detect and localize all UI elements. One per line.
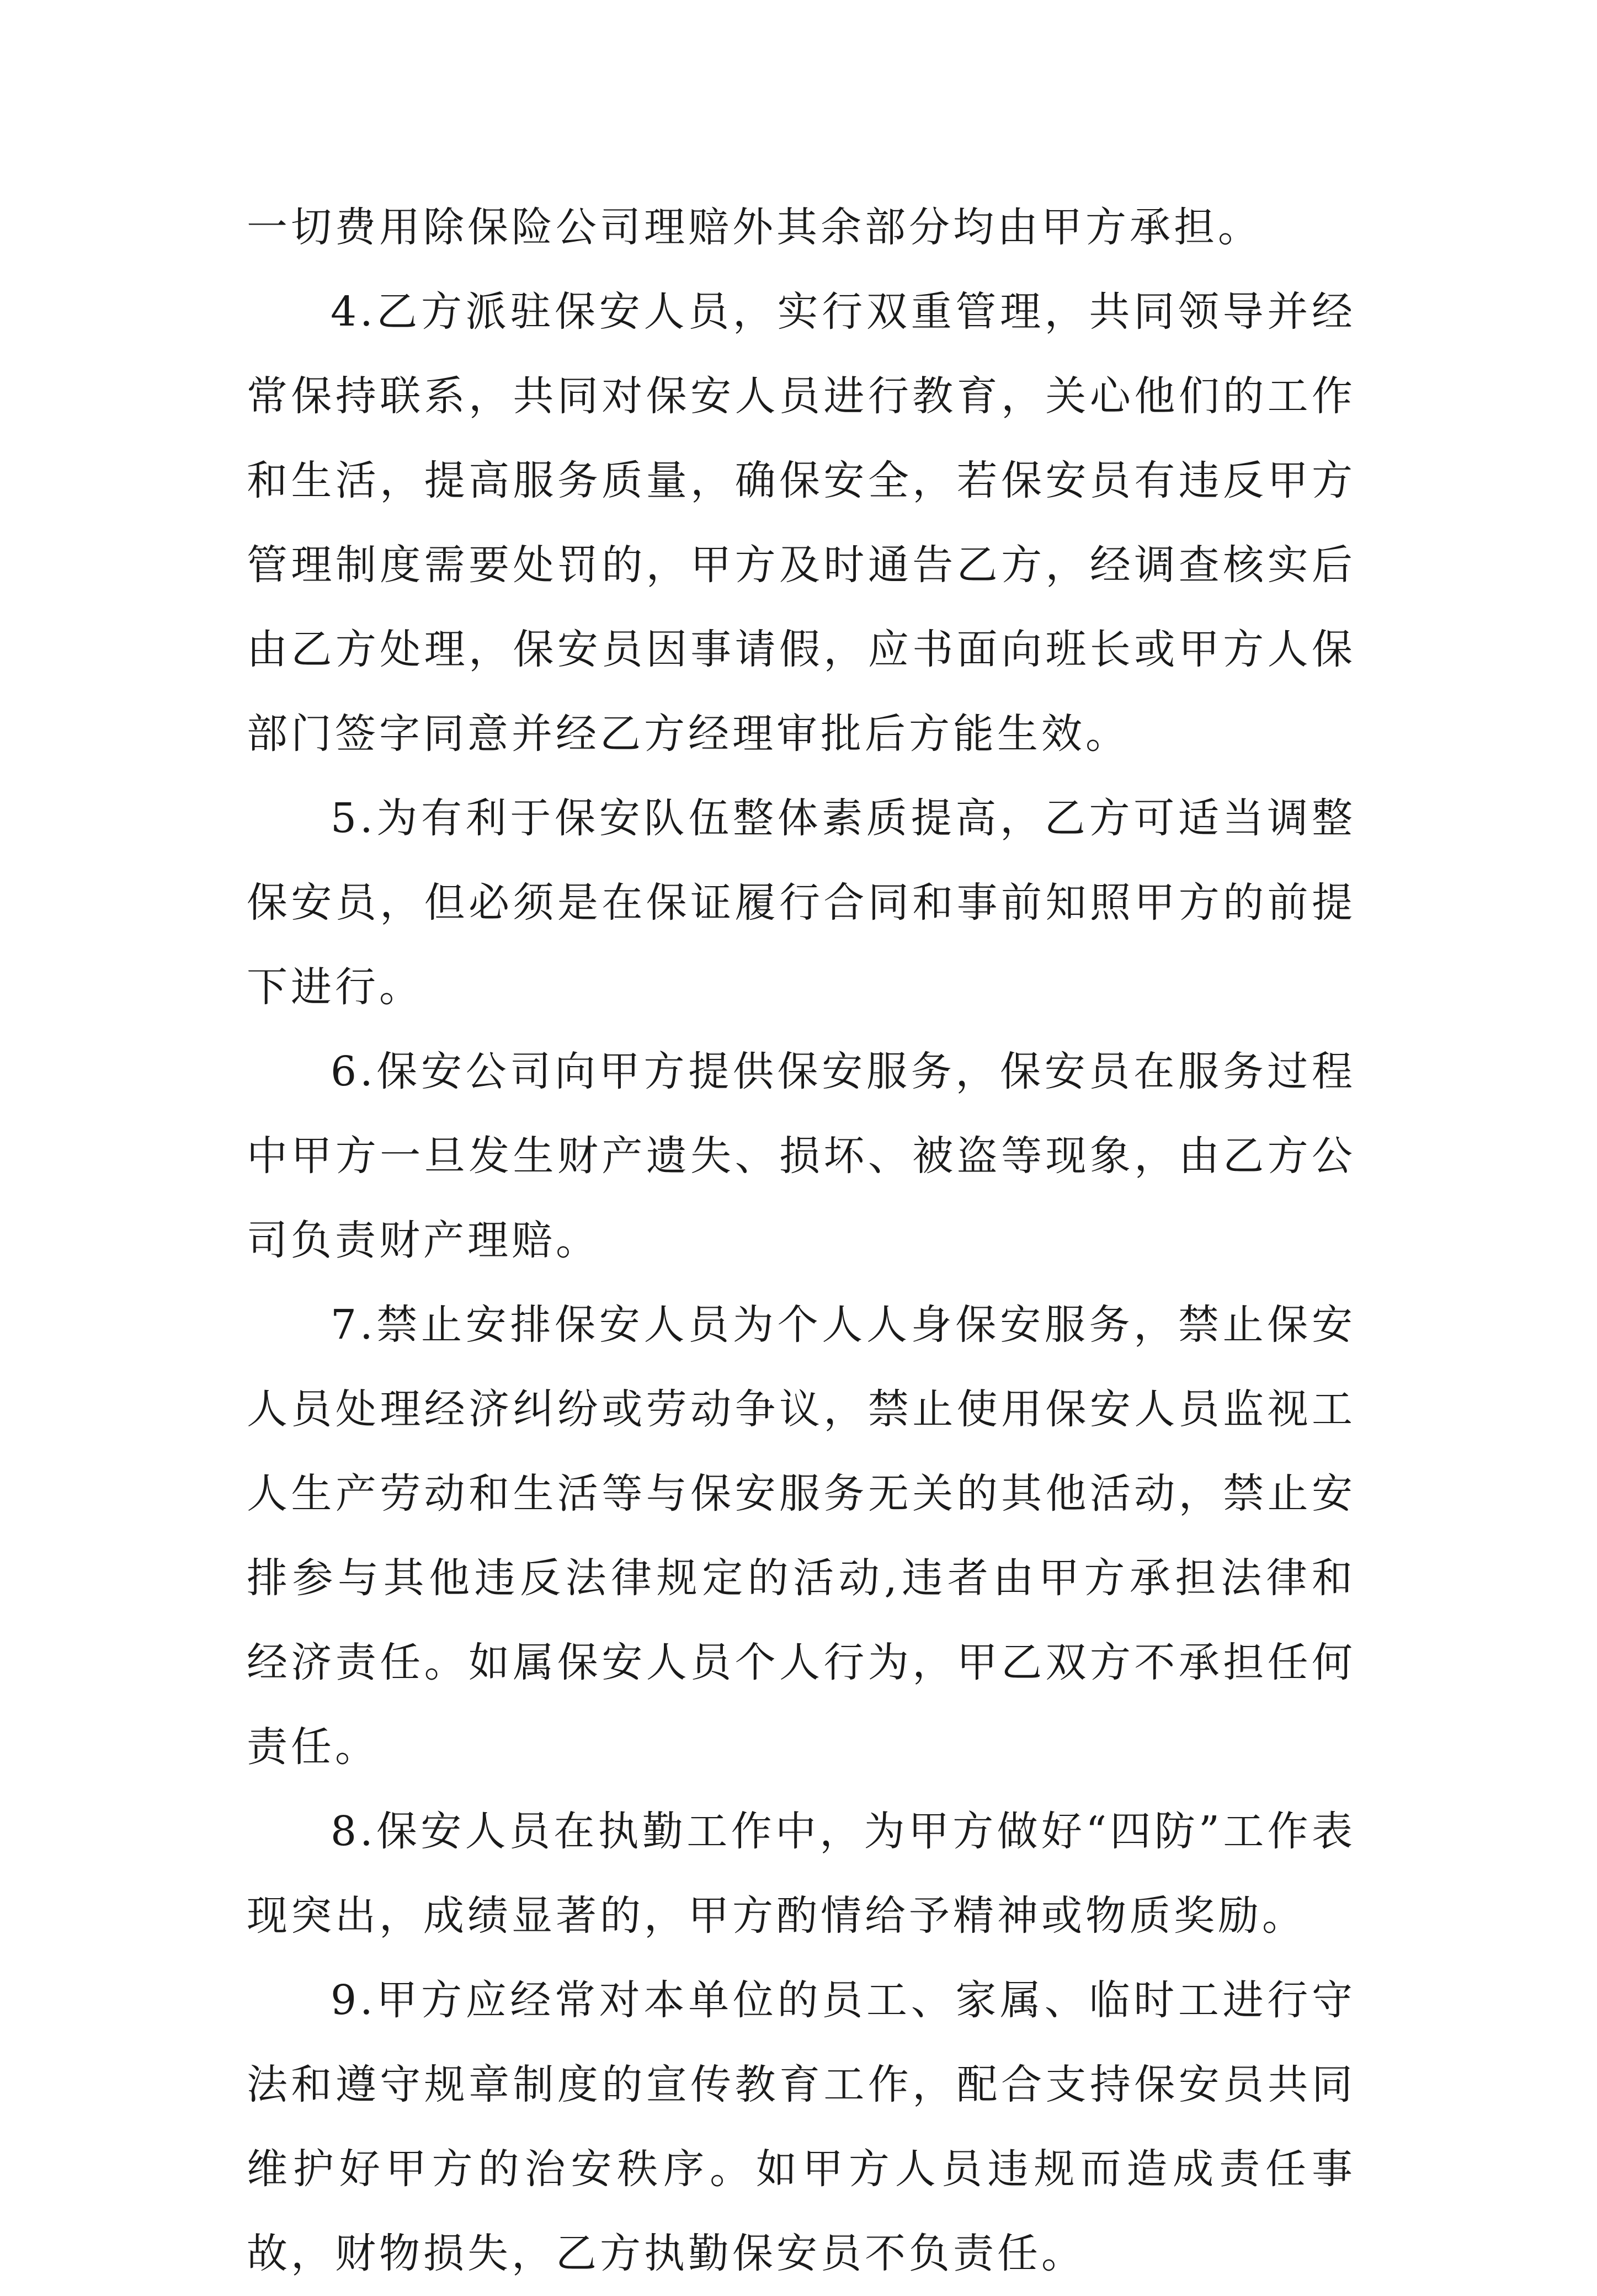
paragraph-clause-6: 6.保安公司向甲方提供保安服务，保安员在服务过程中甲方一旦发生财产遗失、损坏、被盗等现象，由乙方公司负责财产理赔。 <box>247 1048 1356 1264</box>
document-body <box>247 185 1356 2296</box>
paragraph-clause-4: 4.乙方派驻保安人员，实行双重管理，共同领导并经常保持联系，共同对保安人员进行教育，关心他们的工作和生活，提高服务质量，确保安全，若保安员有违反甲方管理制度需要处罚的，甲方及时通告乙方，经调查核实后由乙方处理，保安员因事请假，应书面向班长或甲方人保部门签字同意并经乙方经理审批后方能生效。 <box>247 288 1356 758</box>
paragraph-clause-9: 9.甲方应经常对本单位的员工、家属、临时工进行守法和遵守规章制度的宣传教育工作，配合支持保安员共同维护好甲方的治安秩序。如甲方人员违规而造成责任事故，财物损失，乙方执勤保安员不负责任。 <box>247 1977 1356 2277</box>
paragraph-clause-5: 5.为有利于保安队伍整体素质提高，乙方可适当调整保安员，但必须是在保证履行合同和事前知照甲方的前提下进行。 <box>247 795 1356 1011</box>
paragraph-clause-7: 7.禁止安排保安人员为个人人身保安服务，禁止保安人员处理经济纠纷或劳动争议，禁止使用保安人员监视工人生产劳动和生活等与保安服务无关的其他活动，禁止安排参与其他违反法律规定的活动,违者由甲方承担法律和经济责任。如属保安人员个人行为，甲乙双方不承担任何责任。 <box>247 1301 1356 1771</box>
paragraph-continued: 一切费用除保险公司理赔外其余部分均由甲方承担。 <box>247 204 1262 251</box>
paragraph-clause-8: 8.保安人员在执勤工作中，为甲方做好“四防”工作表现突出，成绩显著的，甲方酌情给予精神或物质奖励。 <box>247 1808 1356 1940</box>
